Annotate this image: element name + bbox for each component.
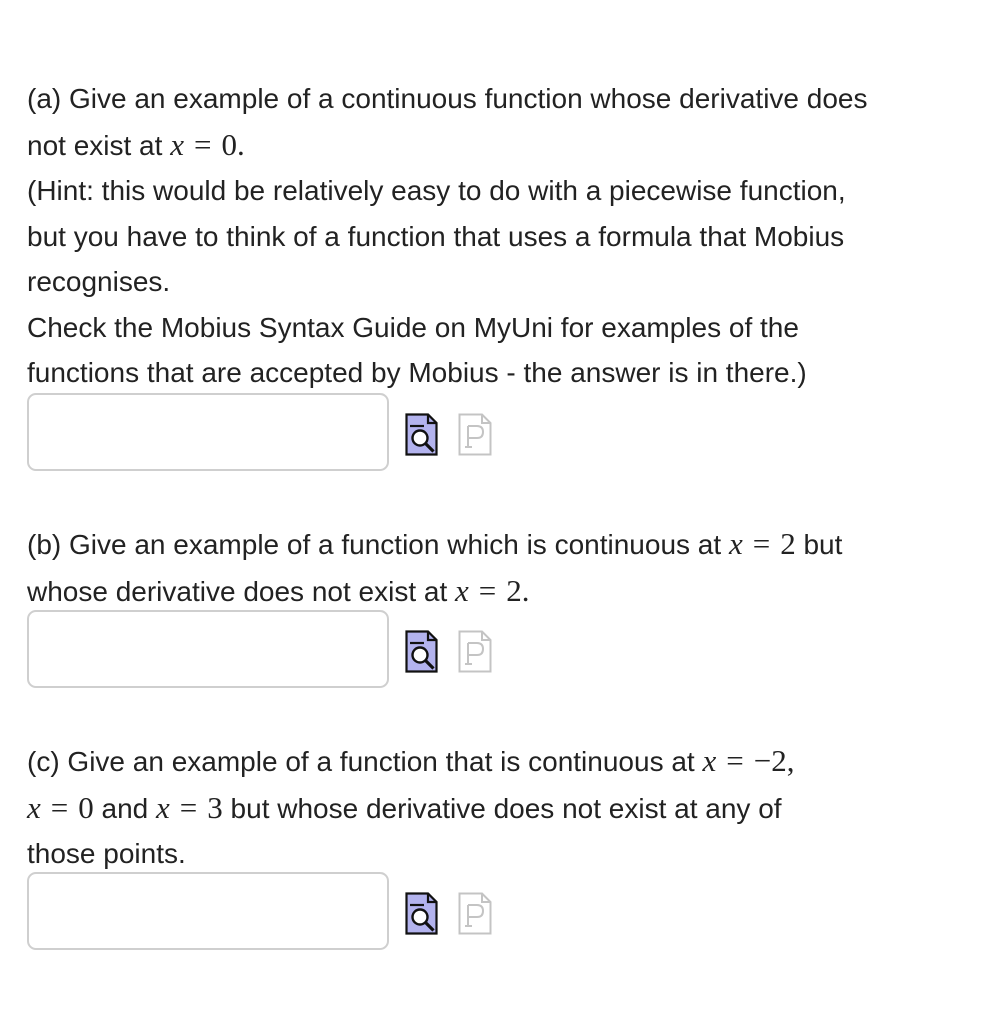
plot-button-a bbox=[458, 413, 492, 456]
question-b-line-1-prefix: (b) Give an example of a function which is continuous at bbox=[27, 529, 729, 560]
math-value: 0 bbox=[78, 789, 94, 825]
question-a-hint-line-2: but you have to think of a function that uses a formula that Mobius bbox=[27, 220, 845, 252]
math-value: 3 bbox=[207, 789, 223, 825]
question-c-line-2-suffix: but whose derivative does not exist at any of bbox=[222, 792, 782, 824]
preview-magnifier-icon bbox=[405, 413, 438, 456]
math-variable: x bbox=[156, 789, 170, 825]
answer-input-b[interactable] bbox=[27, 610, 389, 688]
math-variable: x bbox=[728, 526, 743, 561]
question-c-line-2-mid: and bbox=[93, 792, 157, 824]
math-operator: = bbox=[752, 526, 771, 561]
preview-button-c[interactable] bbox=[405, 892, 438, 935]
question-b-text bbox=[27, 521, 992, 614]
math-expression bbox=[455, 573, 530, 608]
preview-magnifier-icon bbox=[405, 630, 438, 673]
math-variable: x bbox=[702, 743, 717, 778]
question-c-line-3: those points. bbox=[27, 838, 186, 869]
question-c-text bbox=[27, 738, 992, 877]
math-operator: = bbox=[179, 789, 198, 825]
math-variable: x bbox=[27, 789, 41, 825]
plot-button-c bbox=[458, 892, 492, 935]
plot-button-b bbox=[458, 630, 492, 673]
math-value: 2 bbox=[780, 526, 796, 561]
math-value: 2. bbox=[506, 572, 530, 608]
math-operator: = bbox=[726, 743, 744, 778]
answer-row-a bbox=[27, 393, 507, 473]
plot-p-icon bbox=[458, 892, 492, 935]
question-a-hint-line-3: recognises. bbox=[27, 266, 171, 297]
math-value: −2, bbox=[753, 743, 795, 778]
question-c-line-1 bbox=[27, 738, 992, 785]
question-b-line-1 bbox=[27, 521, 992, 568]
question-b-line-2 bbox=[27, 568, 992, 615]
question-a-text bbox=[27, 76, 992, 396]
answer-row-c bbox=[27, 872, 507, 952]
answer-row-b bbox=[27, 610, 507, 690]
answer-input-c[interactable] bbox=[27, 872, 389, 950]
math-variable: x bbox=[170, 126, 184, 162]
question-b-line-2-prefix: whose derivative does not exist at bbox=[27, 575, 456, 607]
math-expression bbox=[27, 790, 94, 825]
answer-input-a[interactable] bbox=[27, 393, 389, 471]
math-variable: x bbox=[455, 572, 469, 608]
math-operator: = bbox=[193, 126, 212, 162]
question-a-hint-line-4: Check the Mobius Syntax Guide on MyUni for examples of the bbox=[27, 311, 799, 343]
question-a-line-2 bbox=[27, 122, 992, 169]
preview-magnifier-icon bbox=[405, 892, 438, 935]
question-c-line-2 bbox=[27, 785, 992, 832]
preview-button-a[interactable] bbox=[405, 413, 438, 456]
question-b-line-1-suffix: but bbox=[795, 529, 843, 560]
plot-p-icon bbox=[458, 630, 492, 673]
math-operator: = bbox=[50, 789, 69, 825]
math-expression bbox=[170, 127, 245, 162]
question-a-hint-line-1: (Hint: this would be relatively easy to do with a piecewise function, bbox=[27, 175, 846, 206]
question-c-line-1-prefix: (c) Give an example of a function that is continuous at bbox=[27, 746, 703, 777]
math-expression bbox=[729, 526, 796, 561]
question-a-line-1: (a) Give an example of a continuous function whose derivative does bbox=[27, 83, 868, 114]
question-a-line-2-prefix: not exist at bbox=[27, 129, 171, 161]
math-expression bbox=[702, 743, 794, 778]
plot-p-icon bbox=[458, 413, 492, 456]
math-operator: = bbox=[478, 572, 497, 608]
math-value: 0. bbox=[221, 126, 245, 162]
preview-button-b[interactable] bbox=[405, 630, 438, 673]
question-a-hint-line-5: functions that are accepted by Mobius - the answer is in there.) bbox=[27, 357, 807, 388]
math-expression bbox=[156, 790, 223, 825]
